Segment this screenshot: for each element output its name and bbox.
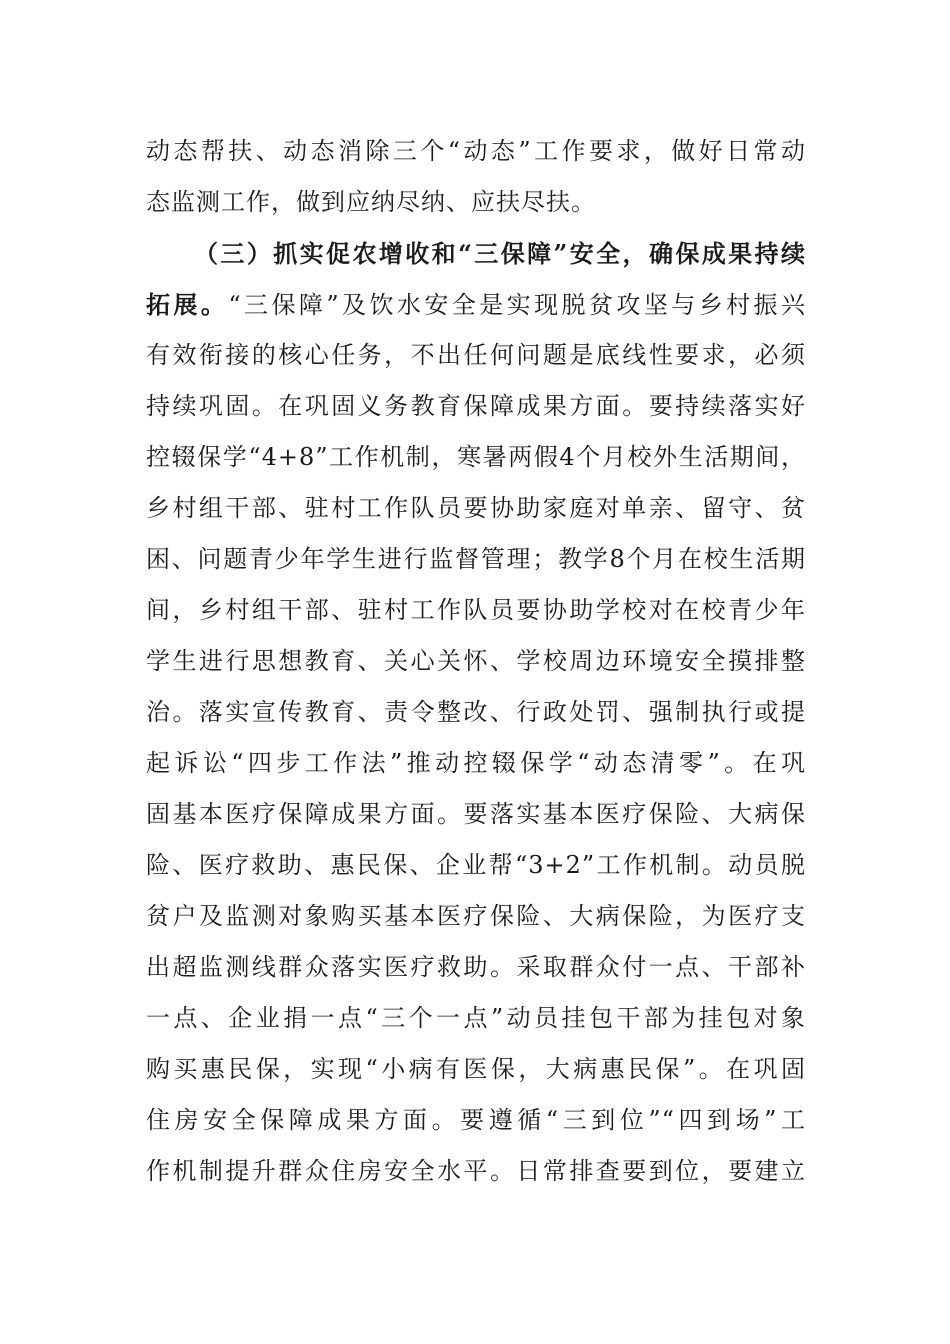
line-text: 出超监测线群众落实医疗救助。采取群众付一点、干部补 bbox=[146, 953, 806, 981]
text-line bbox=[146, 1095, 806, 1146]
text-line bbox=[146, 279, 806, 330]
body-text bbox=[146, 126, 806, 1197]
section-heading: （三）抓实促农增收和“三保障”安全，确保成果持续 bbox=[194, 239, 806, 268]
text-line bbox=[146, 891, 806, 942]
text-line bbox=[146, 534, 806, 585]
text-line bbox=[146, 942, 806, 993]
text-line bbox=[146, 126, 806, 177]
line-text: 持续巩固。在巩固义务教育保障成果方面。要持续落实好 bbox=[146, 392, 806, 420]
text-line bbox=[146, 483, 806, 534]
line-text: 治。落实宣传教育、责令整改、行政处罚、强制执行或提 bbox=[146, 698, 806, 726]
line-text: 作机制提升群众住房安全水平。日常排查要到位，要建立 bbox=[146, 1157, 806, 1185]
text-line bbox=[146, 789, 806, 840]
line-text: 间，乡村组干部、驻村工作队员要协助学校对在校青少年 bbox=[146, 596, 806, 624]
text-line bbox=[146, 381, 806, 432]
line-text: 乡村组干部、驻村工作队员要协助家庭对单亲、留守、贫 bbox=[146, 494, 806, 522]
line-text: “三保障”及饮水安全是实现脱贫攻坚与乡村振兴 bbox=[228, 291, 806, 319]
line-text: 有效衔接的核心任务，不出任何问题是底线性要求，必须 bbox=[146, 341, 806, 369]
text-line bbox=[146, 738, 806, 789]
line-text: 态监测工作，做到应纳尽纳、应扶尽扶。 bbox=[146, 188, 596, 216]
line-text: 住房安全保障成果方面。要遵循“三到位”“四到场”工 bbox=[146, 1106, 806, 1134]
text-line bbox=[146, 432, 806, 483]
line-text: 控辍保学“4+8”工作机制，寒暑两假4个月校外生活期间， bbox=[146, 443, 806, 471]
line-text: 贫户及监测对象购买基本医疗保险、大病保险，为医疗支 bbox=[146, 902, 806, 930]
line-text: 一点、企业捐一点“三个一点”动员挂包干部为挂包对象 bbox=[146, 1004, 806, 1032]
text-line bbox=[146, 840, 806, 891]
text-line bbox=[146, 636, 806, 687]
text-line bbox=[146, 1146, 806, 1197]
text-line bbox=[146, 687, 806, 738]
section-heading-line bbox=[146, 228, 806, 279]
line-text: 险、医疗救助、惠民保、企业帮“3+2”工作机制。动员脱 bbox=[146, 851, 806, 879]
section-heading-end: 拓展。 bbox=[146, 290, 229, 319]
line-text: 学生进行思想教育、关心关怀、学校周边环境安全摸排整 bbox=[146, 647, 806, 675]
text-line bbox=[146, 177, 806, 228]
line-text: 购买惠民保，实现“小病有医保，大病惠民保”。在巩固 bbox=[146, 1055, 806, 1083]
line-text: 动态帮扶、动态消除三个“动态”工作要求，做好日常动 bbox=[146, 137, 806, 165]
line-text: 起诉讼“四步工作法”推动控辍保学“动态清零”。在巩 bbox=[146, 749, 806, 777]
text-line bbox=[146, 585, 806, 636]
line-text: 困、问题青少年学生进行监督管理；教学8个月在校生活期 bbox=[146, 545, 806, 573]
line-text: 固基本医疗保障成果方面。要落实基本医疗保险、大病保 bbox=[146, 800, 806, 828]
text-line bbox=[146, 1044, 806, 1095]
text-line bbox=[146, 330, 806, 381]
text-line bbox=[146, 993, 806, 1044]
